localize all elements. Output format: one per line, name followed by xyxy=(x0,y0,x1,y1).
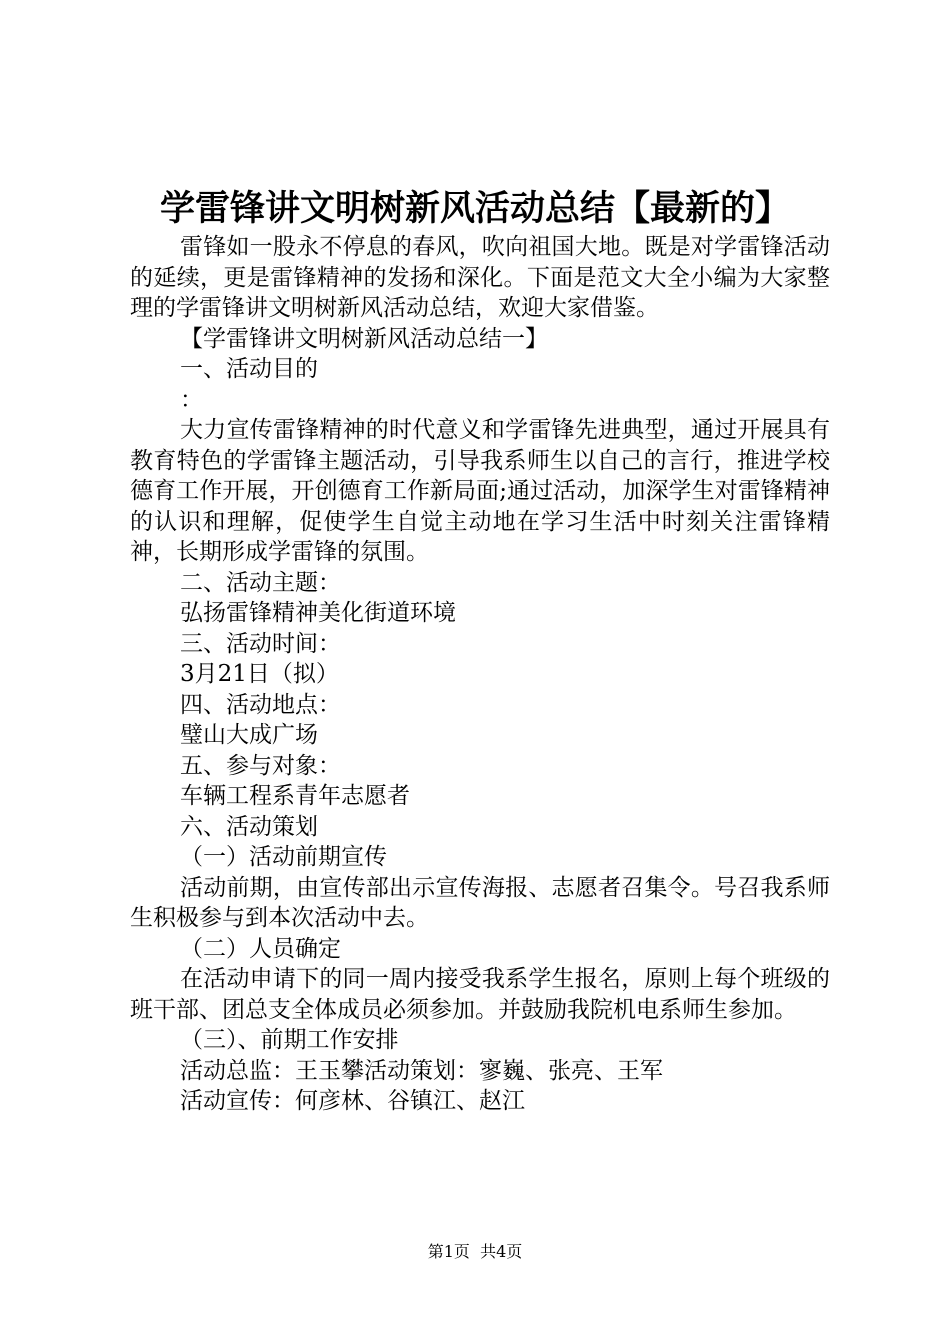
colon-line: ： xyxy=(180,386,203,413)
heading-theme: 二、活动主题： xyxy=(180,569,341,596)
document-body xyxy=(130,232,830,1117)
participants-value: 车辆工程系青年志愿者 xyxy=(180,783,410,809)
heading-planning: 六、活动策划 xyxy=(180,813,318,840)
subheading-promotion: （一）活动前期宣传 xyxy=(180,844,387,870)
time-value: 3月21日（拟） xyxy=(180,661,339,687)
section-heading-1: 【学雷锋讲文明树新风活动总结一】 xyxy=(180,325,548,352)
theme-value: 弘扬雷锋精神美化街道环境 xyxy=(180,600,456,626)
subheading-personnel: （二）人员确定 xyxy=(180,935,341,962)
personnel-paragraph: 在活动申请下的同一周内接受我系学生报名，原则上每个班级的班干部、团总支全体成员必须参加。并鼓励我院机电系师生参加。 xyxy=(130,966,830,1023)
heading-time: 三、活动时间： xyxy=(180,630,341,657)
heading-purpose: 一、活动目的 xyxy=(180,356,318,382)
intro-paragraph: 雷锋如一股永不停息的春风，吹向祖国大地。既是对学雷锋活动的延续，更是雷锋精神的发扬和深化。下面是范文大全小编为大家整理的学雷锋讲文明树新风活动总结，欢迎大家借鉴。 xyxy=(130,234,830,321)
subheading-arrangement: （三）、前期工作安排 xyxy=(180,1027,399,1053)
heading-participants: 五、参与对象： xyxy=(180,752,341,779)
page-footer: 第1页 共4页 xyxy=(427,1242,523,1261)
heading-location: 四、活动地点： xyxy=(180,691,341,718)
purpose-paragraph: 大力宣传雷锋精神的时代意义和学雷锋先进典型，通过开展具有教育特色的学雷锋主题活动，引导我系师生以自己的言行，推进学校德育工作开展，开创德育工作新局面;通过活动，加深学生对雷锋精神的认识和理解，促使学生自觉主动地在学习生活中时刻关注雷锋精神，长期形成学雷锋的氛围。 xyxy=(130,417,830,565)
arrangement-line-2: 活动宣传：何彦林、谷镇江、赵江 xyxy=(180,1088,525,1114)
arrangement-line-1: 活动总监：王玉攀活动策划：寥巍、张亮、王军 xyxy=(180,1057,663,1084)
location-value: 璧山大成广场 xyxy=(180,722,318,748)
document-title: 学雷锋讲文明树新风活动总结【最新的】 xyxy=(159,188,790,229)
promotion-paragraph: 活动前期，由宣传部出示宣传海报、志愿者召集令。号召我系师生积极参与到本次活动中去。 xyxy=(130,874,830,931)
